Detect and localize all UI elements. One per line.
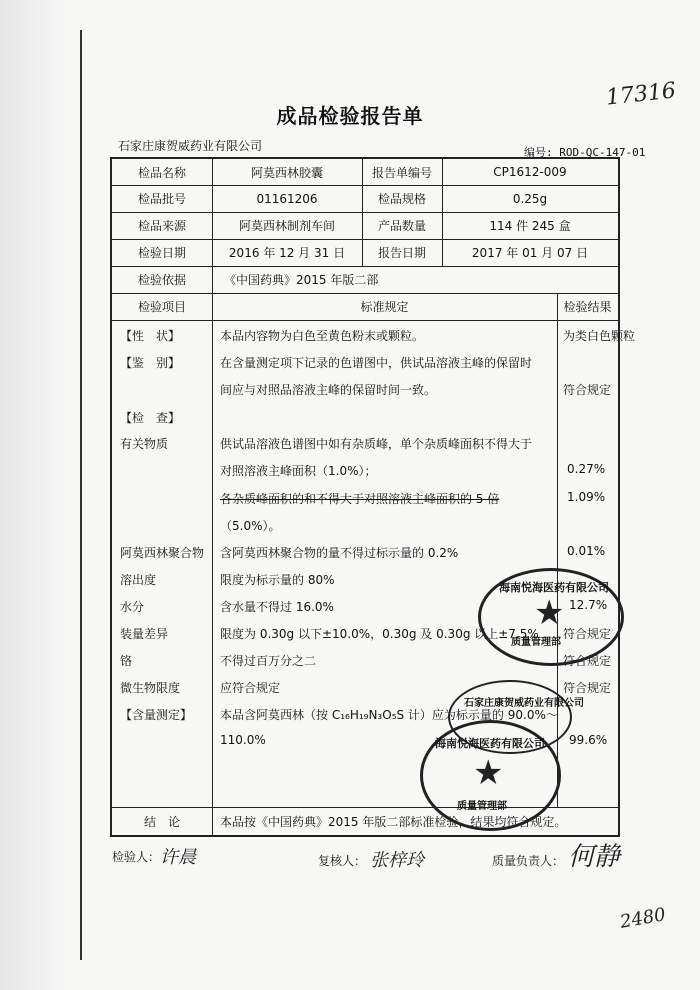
- result-weight: 符合规定: [563, 627, 612, 641]
- item-dissolution: 溶出度: [120, 573, 157, 587]
- item-weight-variation: 装量差异: [120, 627, 169, 641]
- value-conclusion: 本品按《中国药典》2015 年版二部标准检验，结果均符合规定。: [220, 814, 567, 829]
- result-microbial: 符合规定: [563, 681, 612, 695]
- label-basis: 检验依据: [137, 273, 186, 287]
- label-result: 检验结果: [563, 300, 612, 314]
- label-specification: 检品规格: [377, 192, 426, 206]
- value-source: 阿莫西林制剂车间: [238, 219, 335, 233]
- inspector-signature: 许晨: [160, 847, 196, 868]
- value-test-date: 2016 年 12 月 31 日: [228, 246, 346, 260]
- item-chromium: 铬: [120, 654, 133, 668]
- standard-dissolution: 限度为标示量的 80%: [220, 573, 335, 587]
- item-microbial-limit: 微生物限度: [120, 681, 181, 695]
- handwritten-number-bottom: 2480: [618, 904, 668, 933]
- result-appearance: 为类白色颗粒: [563, 329, 636, 343]
- result-related-2: 1.09%: [567, 490, 606, 504]
- standard-weight: 限度为 0.30g 以下±10.0%，0.30g 及 0.30g 以上±7.5%: [220, 627, 539, 641]
- standard-identification-2: 间应与对照品溶液主峰的保留时间一致。: [220, 383, 437, 397]
- label-test-items: 检验项目: [137, 300, 186, 314]
- item-appearance: 【性 状】: [120, 329, 181, 343]
- label-conclusion: 结 论: [143, 814, 180, 829]
- label-batch-number: 检品批号: [137, 192, 186, 206]
- binding-line: [80, 30, 82, 960]
- item-related-substances: 有关物质: [120, 437, 169, 451]
- company-name: 石家庄康贺威药业有限公司: [118, 139, 263, 153]
- company-seal-stamp-1: ★ 海南悦海医药有限公司 质量管理部: [478, 568, 624, 666]
- label-report-date: 报告日期: [377, 246, 426, 260]
- standard-water: 含水量不得过 16.0%: [220, 600, 334, 614]
- standard-related-1: 供试品溶液色谱图中如有杂质峰，单个杂质峰面积不得大于: [220, 437, 533, 451]
- result-identification: 符合规定: [563, 383, 612, 397]
- company-seal-stamp-3: 石家庄康贺威药业有限公司: [448, 680, 572, 754]
- qa-manager-label: 质量负责人：: [492, 854, 565, 868]
- inspector-label: 检验人：: [112, 850, 161, 864]
- label-quantity: 产品数量: [377, 219, 426, 233]
- standard-appearance: 本品内容物为白色至黄色粉末或颗粒。: [220, 329, 425, 343]
- page-title: 成品检验报告单: [276, 104, 424, 128]
- standard-chromium: 不得过百万分之二: [220, 654, 317, 668]
- label-product-name: 检品名称: [137, 165, 186, 180]
- qa-manager-signature: 何静: [568, 842, 621, 872]
- item-polymer: 阿莫西林聚合物: [120, 546, 205, 560]
- item-inspection: 【检 查】: [120, 411, 181, 425]
- label-source: 检品来源: [137, 219, 186, 233]
- label-standard: 标准规定: [360, 300, 409, 314]
- standard-assay-2: 110.0%: [220, 733, 266, 747]
- value-batch-number: 01161206: [256, 191, 318, 206]
- label-report-number: 报告单编号: [371, 165, 432, 180]
- handwritten-number-top: 17316: [604, 78, 678, 111]
- company-seal-stamp-2: ★ 海南悦海医药有限公司 质量管理部: [420, 720, 561, 831]
- reviewer-label: 复核人：: [318, 854, 367, 868]
- document-number: 编号: ROD-QC-147-01: [524, 146, 646, 159]
- standard-related-4: （5.0%）。: [220, 519, 281, 533]
- label-test-date: 检验日期: [137, 246, 186, 260]
- scan-edge: [0, 0, 74, 990]
- standard-polymer: 含阿莫西林聚合物的量不得过标示量的 0.2%: [220, 546, 459, 560]
- result-assay: 99.6%: [569, 733, 608, 747]
- item-water: 水分: [120, 600, 145, 614]
- value-product-name: 阿莫西林胶囊: [250, 165, 323, 180]
- standard-assay-1: 本品含阿莫西林（按 C₁₆H₁₉N₃O₅S 计）应为标示量的 90.0%～: [220, 708, 558, 722]
- result-water: 12.7%: [569, 598, 608, 612]
- value-report-number: CP1612-009: [493, 165, 567, 179]
- result-related-1: 0.27%: [567, 462, 606, 476]
- item-assay: 【含量测定】: [120, 708, 193, 722]
- value-report-date: 2017 年 01 月 07 日: [471, 246, 589, 260]
- standard-microbial: 应符合规定: [220, 681, 281, 695]
- standard-identification-1: 在含量测定项下记录的色谱图中，供试品溶液主峰的保留时: [220, 356, 533, 370]
- standard-related-2: 对照溶液主峰面积（1.0%）；: [220, 464, 377, 478]
- result-chromium: 符合规定: [563, 654, 612, 668]
- result-polymer: 0.01%: [567, 544, 606, 558]
- value-basis: 《中国药典》2015 年版二部: [224, 273, 379, 287]
- value-quantity: 114 件 245 盒: [489, 219, 571, 233]
- reviewer-signature: 张梓玲: [370, 850, 424, 871]
- item-identification: 【鉴 别】: [120, 356, 181, 370]
- standard-related-3: 各杂质峰面积的和不得大于对照溶液主峰面积的 5 倍: [220, 492, 500, 506]
- value-specification: 0.25g: [512, 191, 548, 206]
